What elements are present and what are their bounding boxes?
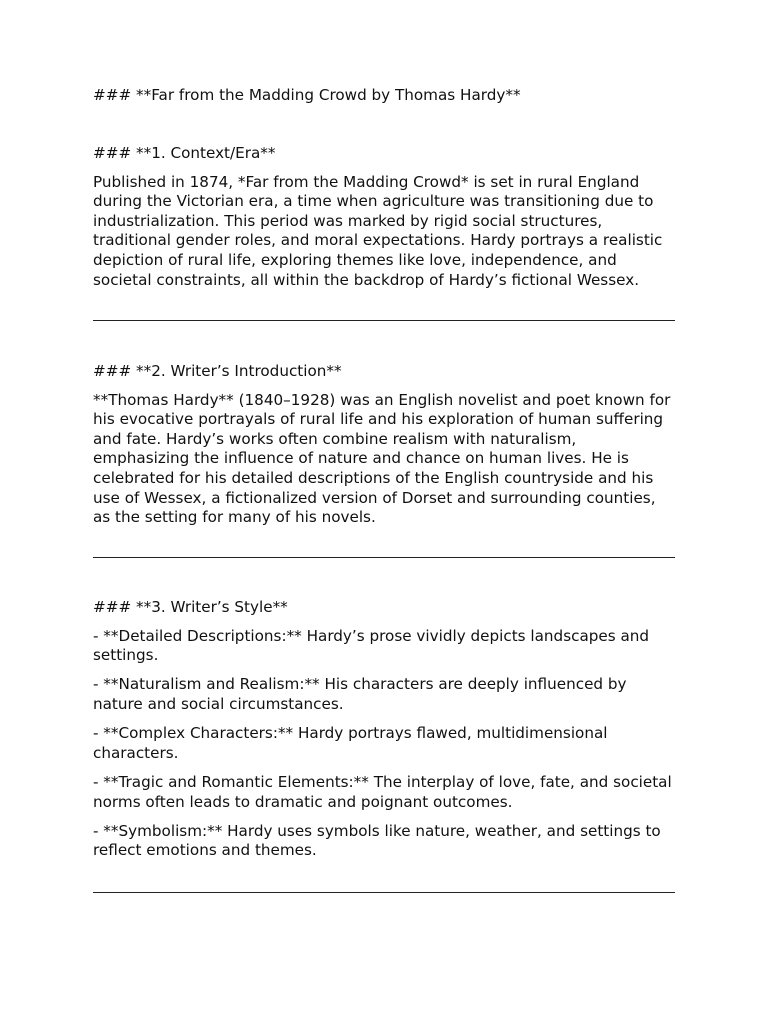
section-writer-style	[93, 598, 675, 871]
horizontal-rule	[93, 320, 675, 321]
section-paragraph: **Thomas Hardy** (1840–1928) was an English novelist and poet known for his evocative portrayals of rural life and his exploration of human suffering and fate. Hardy’s works often combine realism with naturalism, emphasizing the influence of nature and chance on human lives. He is celebrated for his detailed descriptions of the English countryside and his use of Wessex, a fictionalized version of Dorset and surrounding counties, as the setting for many of his novels.	[93, 390, 671, 527]
section-heading: ### **1. Context/Era**	[93, 144, 276, 162]
list-item: - **Detailed Descriptions:** Hardy’s prose vividly depicts landscapes and settings.	[93, 626, 650, 665]
document-title: ### **Far from the Madding Crowd by Thomas Hardy**	[93, 86, 521, 104]
list-item: - **Tragic and Romantic Elements:** The interplay of love, fate, and societal norms often leads to dramatic and poignant outcomes.	[93, 772, 672, 811]
horizontal-rule	[93, 892, 675, 893]
section-heading: ### **2. Writer’s Introduction**	[93, 362, 342, 380]
list-item: - **Naturalism and Realism:** His characters are deeply influenced by nature and social circumstances.	[93, 675, 627, 713]
list-item: - **Symbolism:** Hardy uses symbols like nature, weather, and settings to reflect emotions and themes.	[93, 821, 661, 860]
list-item: - **Complex Characters:** Hardy portrays flawed, multidimensional characters.	[93, 724, 608, 762]
section-context-era	[93, 144, 675, 290]
section-paragraph: Published in 1874, *Far from the Madding Crowd* is set in rural England during the Victorian era, a time when agriculture was transitioning due to industrialization. This period was marked by rigid social structures, traditional gender roles, and moral expectations. Hardy portrays a realistic depiction of rural life, exploring themes like love, independence, and societal constraints, all within the backdrop of Hardy’s fictional Wessex.	[93, 172, 663, 289]
section-writer-introduction	[93, 362, 675, 528]
section-heading: ### **3. Writer’s Style**	[93, 598, 288, 616]
horizontal-rule	[93, 557, 675, 558]
